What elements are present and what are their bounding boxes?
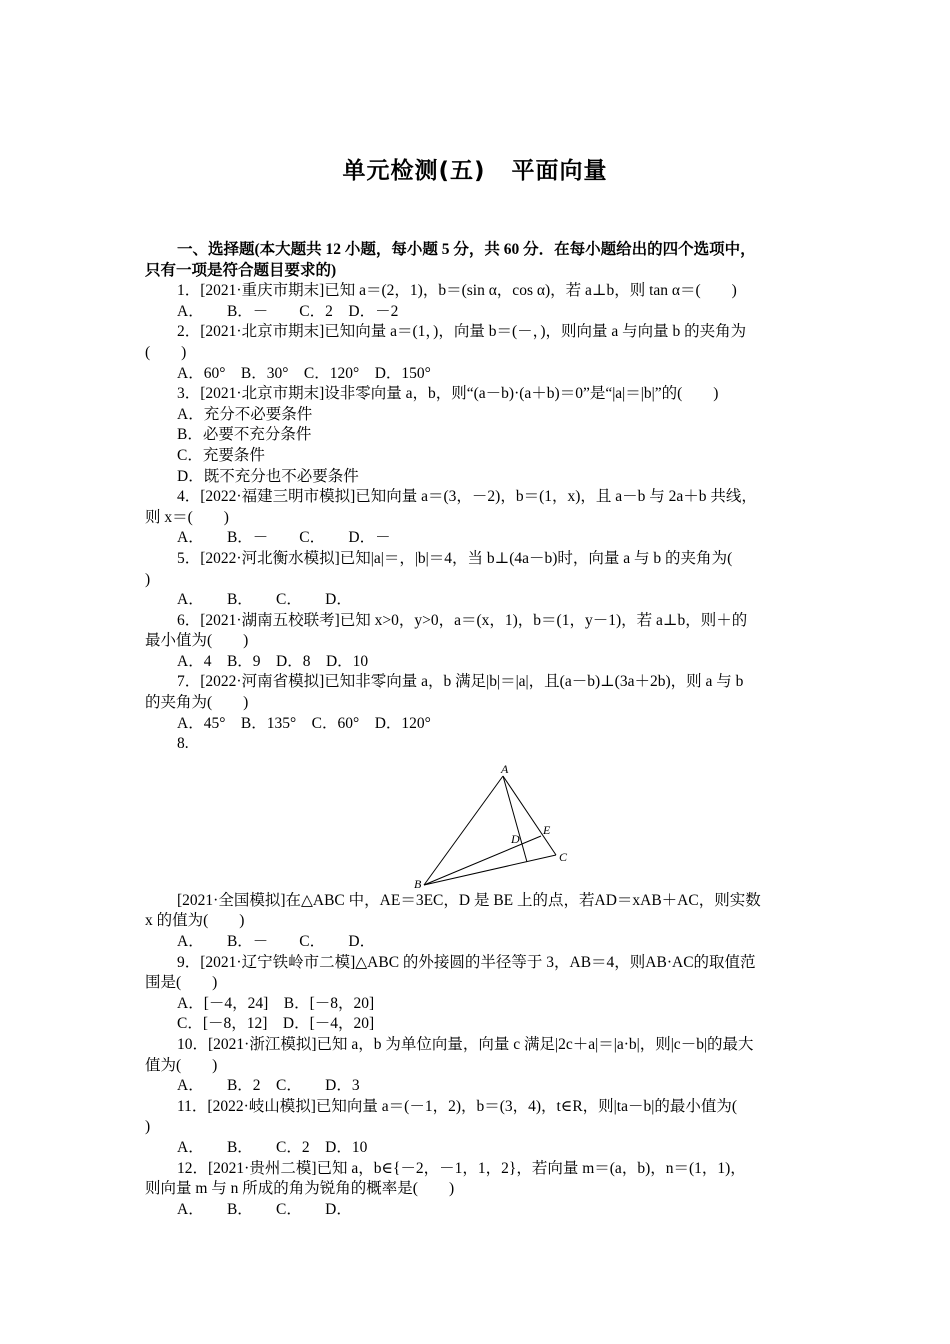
triangle-diagram <box>407 757 572 889</box>
question-8-options: A． B．－ C． D． <box>177 933 376 951</box>
question-3-option-c: C．充要条件 <box>177 446 265 464</box>
question-3-option-d: D．既不充分也不必要条件 <box>177 467 359 485</box>
question-7-cont: 的夹角为( ) <box>145 694 249 712</box>
label-b: B <box>414 876 422 889</box>
question-11: 11．[2022·岐山模拟]已知向量 a＝(－1，2)，b＝(3，4)，t∈R，则|ta－b|的最小值为( <box>177 1097 737 1115</box>
label-a: A <box>501 761 509 776</box>
question-list <box>145 240 810 1220</box>
question-7: 7．[2022·河南省模拟]已知非零向量 a，b 满足|b|＝|a|，且(a－b)⊥(3a＋2b)，则 a 与 b <box>177 673 744 691</box>
question-5-options: A． B． C． D． <box>177 591 352 609</box>
triangle-figure <box>145 755 810 891</box>
question-12-cont: 则向量 m 与 n 所成的角为锐角的概率是( ) <box>145 1180 455 1198</box>
question-2-options: A．60° B．30° C．120° D．150° <box>177 364 431 382</box>
question-11-cont: ) <box>145 1118 151 1136</box>
question-8-cont: x 的值为( ) <box>145 912 245 930</box>
question-6: 6．[2021·湖南五校联考]已知 x>0，y>0，a＝(x，1)，b＝(1，y－1)，若 a⊥b，则＋的 <box>177 611 748 629</box>
label-e: E <box>543 822 551 837</box>
page-title: 单元检测(五) 平面向量 <box>342 158 608 184</box>
question-5-cont: ) <box>145 570 151 588</box>
question-8-number: 8. <box>177 735 189 753</box>
question-3: 3．[2021·北京市期末]设非零向量 a，b，则“(a－b)·(a＋b)＝0”是“|a|＝|b|”的( ) <box>177 385 719 403</box>
segment-bc <box>424 855 556 885</box>
section-header: 一、选择题(本大题共 12 小题，每小题 5 分，共 60 分．在每小题给出的四个选项中， <box>177 241 756 258</box>
question-9-options-ab: A．[－4，24] B．[－8，20] <box>177 994 375 1012</box>
question-2: 2．[2021·北京市期末]已知向量 a＝(1，)，向量 b＝(－，)，则向量 a 与向量 b 的夹角为 <box>177 323 747 341</box>
question-9-options-cd: C．[－8，12] D．[－4，20] <box>177 1015 375 1033</box>
label-c: C <box>559 849 568 864</box>
question-3-option-b: B．必要不充分条件 <box>177 426 312 444</box>
question-9: 9．[2021·辽宁铁岭市二模]△ABC 的外接圆的半径等于 3，AB＝4，则AB·AC的取值范 <box>177 953 756 971</box>
question-2-cont: ( ) <box>145 343 187 361</box>
question-4: 4．[2022·福建三明市模拟]已知向量 a＝(3，－2)，b＝(1，x)，且 a－b 与 2a＋b 共线， <box>177 488 757 506</box>
question-1-options: A． B．－ C．2 D．－2 <box>177 302 399 320</box>
question-11-options: A． B． C．2 D．10 <box>177 1138 368 1156</box>
question-8: [2021·全国模拟]在△ABC 中，AE＝3EC，D 是 BE 上的点，若AD＝xAB＋AC，则实数 <box>177 891 761 909</box>
question-9-cont: 围是( ) <box>145 974 218 992</box>
question-6-options: A．4 B．9 D．8 D．10 <box>177 652 369 670</box>
question-10-options: A． B．2 C． D．3 <box>177 1077 360 1095</box>
question-4-cont: 则 x＝( ) <box>145 508 229 526</box>
section-header-cont: 只有一项是符合题目要求的) <box>145 261 337 279</box>
segment-ad <box>503 776 527 862</box>
question-5: 5．[2022·河北衡水模拟]已知|a|＝，|b|＝4，当 b⊥(4a－b)时，向量 a 与 b 的夹角为( <box>177 549 733 567</box>
question-3-option-a: A．充分不必要条件 <box>177 405 313 423</box>
question-10-cont: 值为( ) <box>145 1056 218 1074</box>
question-10: 10．[2021·浙江模拟]已知 a，b 为单位向量，向量 c 满足|2c＋a|＝|a·b|，则|c－b|的最大 <box>177 1036 754 1053</box>
label-d: D <box>511 831 520 846</box>
question-1: 1．[2021·重庆市期末]已知 a＝(2，1)，b＝(sin α，cos α)，若 a⊥b，则 tan α＝( ) <box>177 282 737 300</box>
question-12: 12．[2021·贵州二模]已知 a，b∈{－2，－1，1，2}，若向量 m＝(a，b)，n＝(1，1)， <box>177 1159 746 1177</box>
question-4-options: A． B．－ C． D．－ <box>177 529 391 547</box>
question-7-options: A．45° B．135° C．60° D．120° <box>177 714 431 732</box>
question-12-options: A． B． C． D． <box>177 1200 352 1218</box>
question-6-cont: 最小值为( ) <box>145 632 249 650</box>
